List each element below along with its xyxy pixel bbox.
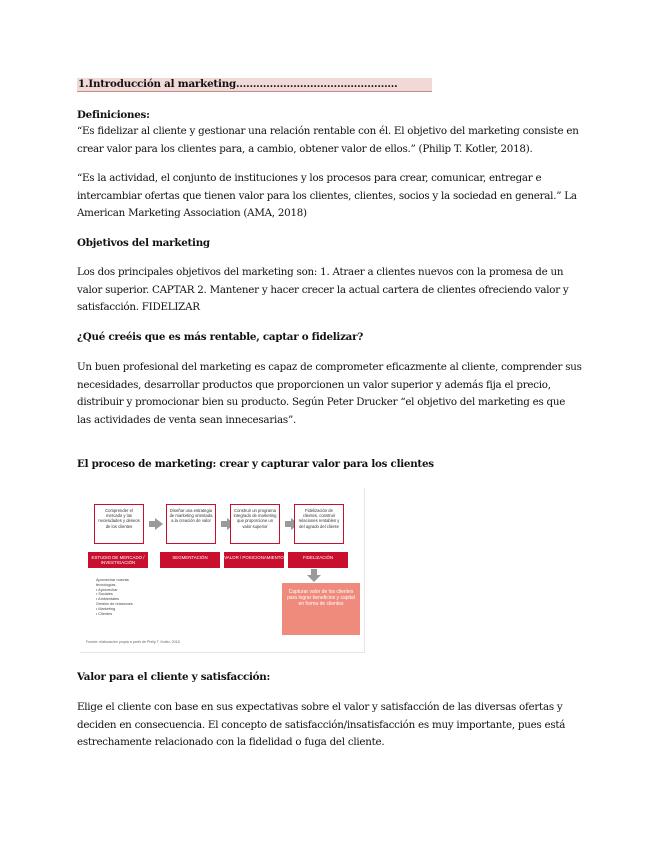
side-note: tecnologías (96, 582, 116, 587)
section-heading-intro: 1.Introducción al marketing………………………………………… (78, 78, 398, 90)
side-note: • Aprovechar (96, 587, 118, 592)
marketing-process-diagram (80, 488, 365, 653)
side-note: • Ambientales (96, 597, 120, 602)
objectives-title: Objetivos del marketing (77, 237, 210, 249)
process-title: El proceso de marketing: crear y capturar valor para los clientes (77, 458, 434, 470)
side-note: Gestión de relaciones (96, 601, 133, 606)
stage-box-1: Comprender el mercado y las necesidades y deseos de los clientes (94, 504, 144, 544)
stage-box-4: Fidelización de clientes, construir relaciones rentables y del agrado del cliente (294, 504, 344, 544)
stage-label-2: SEGMENTACIÓN (160, 552, 220, 568)
side-note: • Clientes (96, 611, 113, 616)
stage-label-3: VALOR / POSICIONAMIENTO (224, 552, 284, 568)
arrow-down-icon (311, 569, 317, 575)
stage-box-2: Diseñar una estrategia de marketing orientada a la creación de valor (166, 504, 216, 544)
question-text: Un buen profesional del marketing es capaz de comprometer eficazmente al cliente, comprender sus necesidades, desarrollar productos que proporcionen un valor superior y además fija el precio, distribuir y promocionar bien su producto. Según Peter Drucker “el objetivo del marketing es que las actividades de venta sean innecesarias”. (77, 361, 582, 426)
objectives-text: Los dos principales objetivos del marketing son: 1. Atraer a clientes nuevos con la promesa de un valor superior. CAPTAR 2. Mantener y hacer crecer la actual cartera de clientes ofreciendo valor y satisfacción. FIDELIZAR (77, 266, 569, 313)
side-note: Aprovechar nuevas (96, 578, 129, 582)
diagram-source-note: Fuente: elaboración propia a partir de Philip T. Kotler, 2018 (86, 640, 180, 644)
capture-value-box: Capturar valor de los clientes para lograr beneficios y capital en forma de clientes (282, 583, 360, 635)
value-title: Valor para el cliente y satisfacción: (77, 671, 271, 683)
definition-1: “Es fidelizar al cliente y gestionar una relación rentable con él. El objetivo del marketing consiste en crear valor para los clientes para, a cambio, obtener valor de ellos.” (Philip T. Kotler, 2018). (77, 125, 579, 155)
question-title: ¿Qué creéis que es más rentable, captar o fidelizar? (77, 331, 364, 343)
stage-label-1: ESTUDIO DE MERCADO / INVESTIGACIÓN (88, 552, 148, 568)
value-text: Elige el cliente con base en sus expectativas sobre el valor y satisfacción de las diversas ofertas y deciden en consecuencia. El concepto de satisfacción/insatisfacción es muy importante, pues está estrechamente relacionado con la fidelidad o fuga del cliente. (77, 701, 566, 748)
arrow-right-icon (155, 518, 163, 530)
side-notes (96, 578, 160, 616)
definitions-title: Definiciones: (77, 109, 150, 121)
side-note: • Marketing (96, 606, 116, 611)
stage-label-4: FIDELIZACIÓN (288, 552, 348, 568)
definition-2: “Es la actividad, el conjunto de instituciones y los procesos para crear, comunicar, entregar e intercambiar ofertas que tienen valor para los clientes, clientes, socios y la sociedad en general.” La American Marketing Association (AMA, 2018) (77, 172, 577, 219)
stage-box-3: Construir un programa integrado de marketing que proporcione un valor superior (230, 504, 280, 544)
side-note: • Sociales (96, 592, 113, 597)
